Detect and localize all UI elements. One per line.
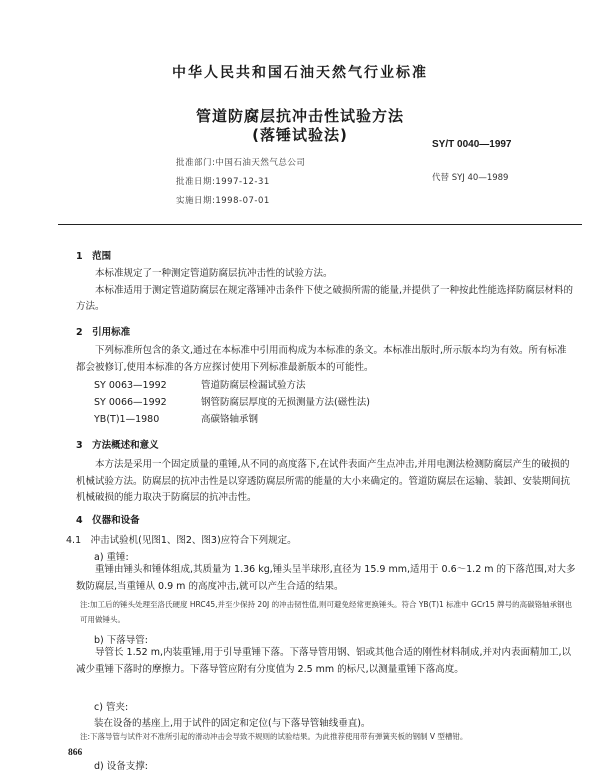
section-1-para-2: 本标准适用于测定管道防腐层在规定落锤冲击条件下使之破损所需的能量,并提供了一种按此性能选择防腐层材料的方法。 [76,284,574,312]
item-b-text-body: 导管长 1.52 m,内装重锤,用于引导重锤下落。下落导管用钢、铝或其他合适的刚性材料制成,并对内表面精加工,以减少重锤下落时的摩擦力。下落导管应附有分度值为 2.5 mm 的标尺,以测量重锤下落高度。 [76,647,572,675]
replaces-standard: 代替 SYJ 40—1989 [432,173,509,183]
item-d-label: d) 设备支撑: [94,761,148,772]
effective-date: 实施日期:1998-07-01 [176,196,270,206]
document-subtitle: (落锤试验法) [252,126,348,144]
reference-item [94,411,258,425]
section-3-heading: 3 方法概述和意义 [76,440,159,451]
section-1-body [76,266,576,316]
reference-title: 管道防腐层检漏试验方法 [201,380,306,391]
section-3-para-1-text: 本方法是采用一个固定质量的重锤,从不同的高度落下,在试件表面产生点冲击,并用电测法检测防腐层产生的破损的机械试验方法。防腐层的抗冲击性是以穿透防腐层所需的能量的大小来确定的。管道防腐层在运输、装卸、安装期间抗机械破损的能力取决于防腐层的抗冲击性。 [76,459,571,503]
clause-4-1: 4.1 冲击试验机(见图1、图2、图3)应符合下列规定。 [66,535,297,546]
approval-date: 批准日期:1997-12-31 [176,177,270,187]
item-a-text-body: 重锤由锤头和锤体组成,其质量为 1.36 kg,锤头呈半球形,直径为 15.9 mm,适用于 0.6～1.2 m 的下落范围,对大多数防腐层,当重锤从 0.9 m 的高度冲击,就可以产生合适的结果。 [76,564,576,592]
item-b-text [76,645,576,678]
item-c-label: c) 管夹: [94,702,129,713]
document-title: 管道防腐层抗冲击性试验方法 [195,107,404,125]
approving-authority: 批准部门:中国石油天然气总公司 [176,158,306,168]
item-c-note: 注:下落导管与试件对不准所引起的滑动冲击会导致不规则的试验结果。为此推荐使用带有弹簧夹板的钢制 V 型槽钳。 [80,732,468,741]
reference-item [94,377,306,391]
header-divider [58,224,582,225]
section-2-para-1-text: 下列标准所包含的条文,通过在本标准中引用而构成为本标准的条文。本标准出版时,所示版本均为有效。所有标准都会被修订,使用本标准的各方应探讨使用下列标准最新版本的可能性。 [76,345,567,373]
section-4-heading: 4 仪器和设备 [76,515,140,526]
reference-code: SY 0063—1992 [94,380,167,391]
standard-number: SY/T 0040—1997 [432,139,512,150]
standard-category-title: 中华人民共和国石油天然气行业标准 [172,65,428,81]
reference-code: SY 0066—1992 [94,397,167,408]
item-a-note: 注:加工后的锤头处理至洛氏硬度 HRC45,并至少保持 20J 的冲击韧性值,则可避免经常更换锤头。符合 YB(T)1 标准中 GCr15 牌号的高碳铬轴承钢也可用做锤头。 [80,600,573,624]
section-2-para-1 [76,343,576,376]
reference-item [94,394,370,408]
page-number: 866 [68,748,83,758]
item-a-text [76,562,576,595]
reference-title: 高碳铬轴承钢 [201,414,259,425]
item-c-text: 装在设备的基座上,用于试件的固定和定位(与下落导管轴线垂直)。 [94,718,371,729]
section-2-heading: 2 引用标准 [76,327,131,338]
section-1-para-1: 本标准规定了一种测定管道防腐层抗冲击性的试验方法。 [95,268,333,279]
section-3-para-1 [76,457,576,507]
reference-title: 钢管防腐层厚度的无损测量方法(磁性法) [201,397,370,408]
item-a-label: a) 重锤: [94,552,129,563]
item-b-label: b) 下落导管: [94,635,148,646]
section-1-heading: 1 范围 [76,251,112,262]
reference-code: YB(T)1—1980 [94,414,160,425]
